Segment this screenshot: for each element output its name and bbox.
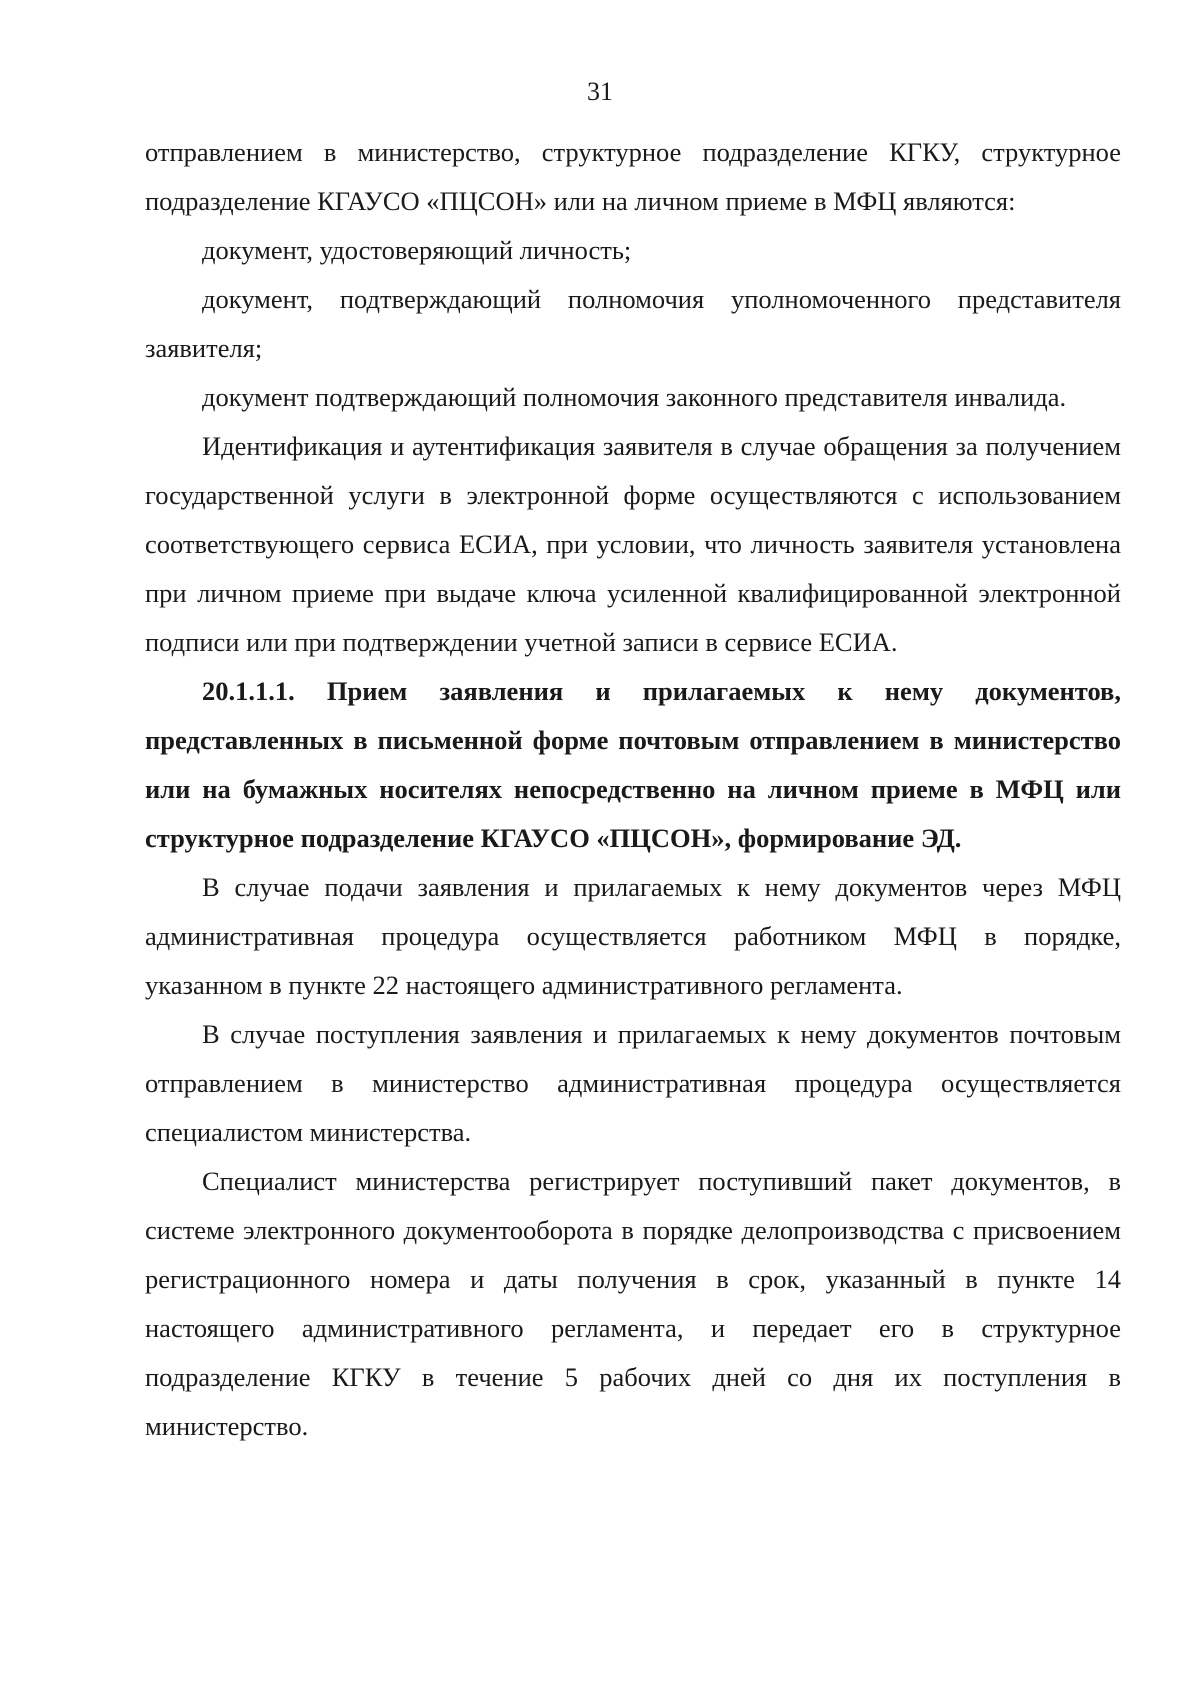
document-body — [145, 128, 1121, 1451]
paragraph-continuation: отправлением в министерство, структурное подразделение КГКУ, структурное подразделение КГАУСО «ПЦСОН» или на личном приеме в МФЦ являются: — [145, 137, 1121, 216]
paragraph-authorized-representative: документ, подтверждающий полномочия уполномоченного представителя заявителя; — [145, 284, 1121, 363]
paragraph-identification: Идентификация и аутентификация заявителя в случае обращения за получением государственной услуги в электронной форме осуществляются с использованием соответствующего сервиса ЕСИА, при условии, что личность заявителя установлена при личном приеме при выдаче ключа усиленной квалифицированной электронной подписи или при подтверждении учетной записи в сервисе ЕСИА. — [145, 431, 1121, 657]
paragraph-mfc-submission: В случае подачи заявления и прилагаемых к нему документов через МФЦ административная процедура осуществляется работником МФЦ в порядке, указанном в пункте 22 настоящего административного регламента. — [145, 872, 1121, 1000]
section-heading-20-1-1-1: 20.1.1.1. Прием заявления и прилагаемых к нему документов, представленных в письменной форме почтовым отправлением в министерство или на бумажных носителях непосредственно на личном приеме в МФЦ или структурное подразделение КГАУСО «ПЦСОН», формирование ЭД. — [145, 676, 1121, 853]
paragraph-registration: Специалист министерства регистрирует поступивший пакет документов, в системе электронного документооборота в порядке делопроизводства с присвоением регистрационного номера и даты получения в срок, указанный в пункте 14 настоящего административного регламента, и передает его в структурное подразделение КГКУ в течение 5 рабочих дней со дня их поступления в министерство. — [145, 1166, 1121, 1441]
paragraph-identity-document: документ, удостоверяющий личность; — [202, 235, 632, 265]
page-number: 31 — [587, 77, 613, 106]
paragraph-postal-submission: В случае поступления заявления и прилагаемых к нему документов почтовым отправлением в министерство административная процедура осуществляется специалистом министерства. — [145, 1019, 1121, 1147]
paragraph-legal-representative: документ подтверждающий полномочия законного представителя инвалида. — [202, 382, 1067, 412]
